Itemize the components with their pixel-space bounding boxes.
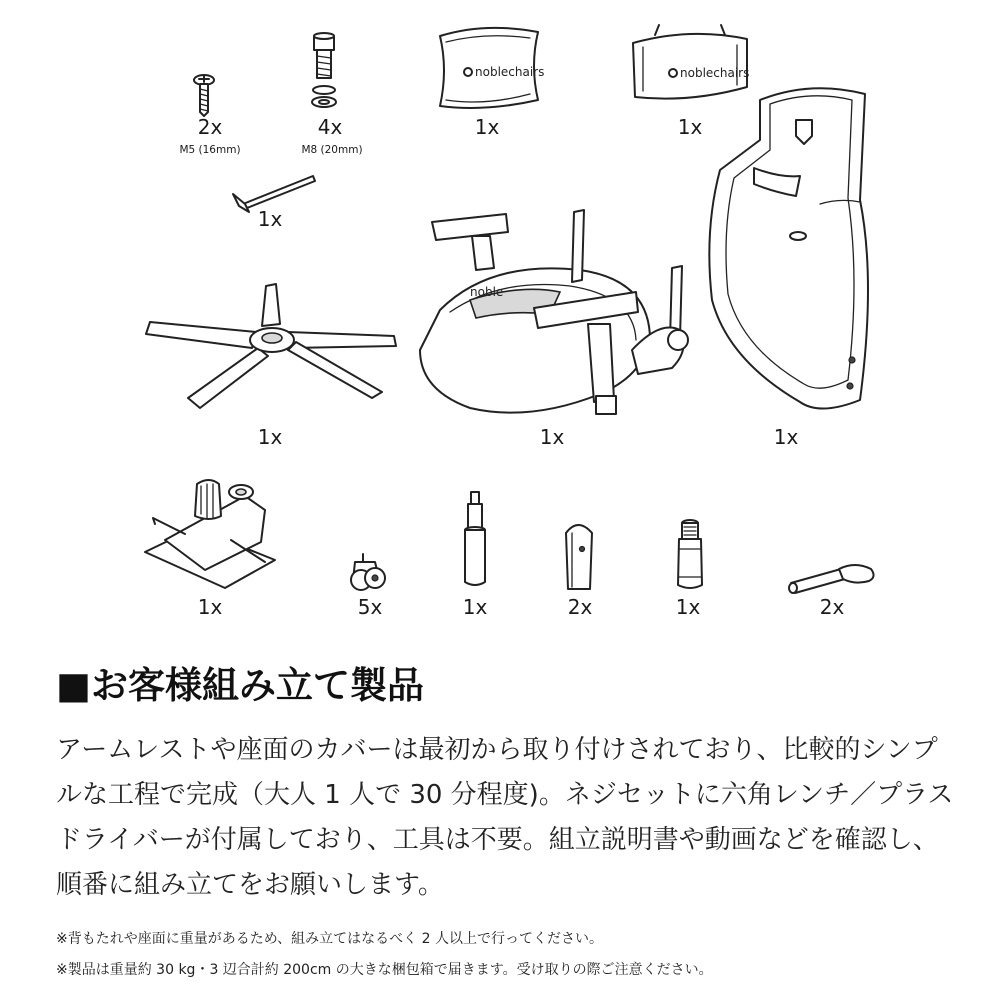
allen-key-qty: 1x [257,207,283,231]
screw-m5-icon [180,70,240,120]
gas-lift-qty: 1x [462,595,488,619]
screw-m5-spec: M5 (16mm) [179,144,241,156]
cover-clip-qty: 2x [819,595,845,619]
neck-pillow-qty: 1x [677,115,703,139]
gas-lift-cover-qty: 1x [675,595,701,619]
screw-m8-qty: 4x [317,115,343,139]
side-cover-icon [560,515,600,595]
neck-pillow-logo: noblechairs [680,66,750,80]
note-weight-two-people: ※背もたれや座面に重量があるため、組み立てはなるべく 2 人以上で行ってください。 [56,931,603,947]
base-star-qty: 1x [257,425,283,449]
screw-m5-qty: 2x [197,115,223,139]
backrest-icon [700,80,880,420]
part-tilt-mechanism [135,470,285,590]
seat-logo: noble [470,285,504,299]
part-screw-m8 [300,32,360,112]
part-gas-lift-cover [670,515,710,595]
part-seat [410,200,700,430]
lumbar-pillow-icon [430,22,550,112]
note-package-size: ※製品は重量約 30 kg・3 辺合計約 200cm の大きな梱包箱で届きます。受け取りの際ご注意ください。 [56,962,713,978]
part-base-star [140,280,410,420]
caster-icon [345,550,395,595]
tilt-mechanism-icon [135,470,285,590]
seat-qty: 1x [539,425,565,449]
part-gas-lift [458,490,492,595]
part-backrest [700,80,880,420]
side-cover-qty: 2x [567,595,593,619]
part-side-cover [560,515,600,595]
lumbar-pillow-logo: noblechairs [475,65,545,79]
part-caster [345,550,395,595]
gas-lift-cover-icon [670,515,710,595]
seat-icon [410,200,700,430]
base-star-icon [140,280,410,420]
part-cover-clip [785,555,880,600]
screw-m8-icon [300,32,360,112]
part-lumbar-pillow [430,22,550,112]
cover-clip-icon [785,555,880,600]
caster-qty: 5x [357,595,383,619]
screw-m8-spec: M8 (20mm) [301,144,363,156]
backrest-qty: 1x [773,425,799,449]
lumbar-pillow-qty: 1x [474,115,500,139]
body-text: アームレストや座面のカバーは最初から取り付けされており、比較的シンプルな工程で完成（大人 1 人で 30 分程度)。ネジセットに六角レンチ／プラスドライバーが付属しており、工具は不要。組立説明書や動画などを確認し、順番に組み立てをお願いします。 [56,735,954,900]
tilt-mechanism-qty: 1x [197,595,223,619]
gas-lift-icon [458,490,492,595]
section-heading: ■お客様組み立て製品 [56,664,424,707]
